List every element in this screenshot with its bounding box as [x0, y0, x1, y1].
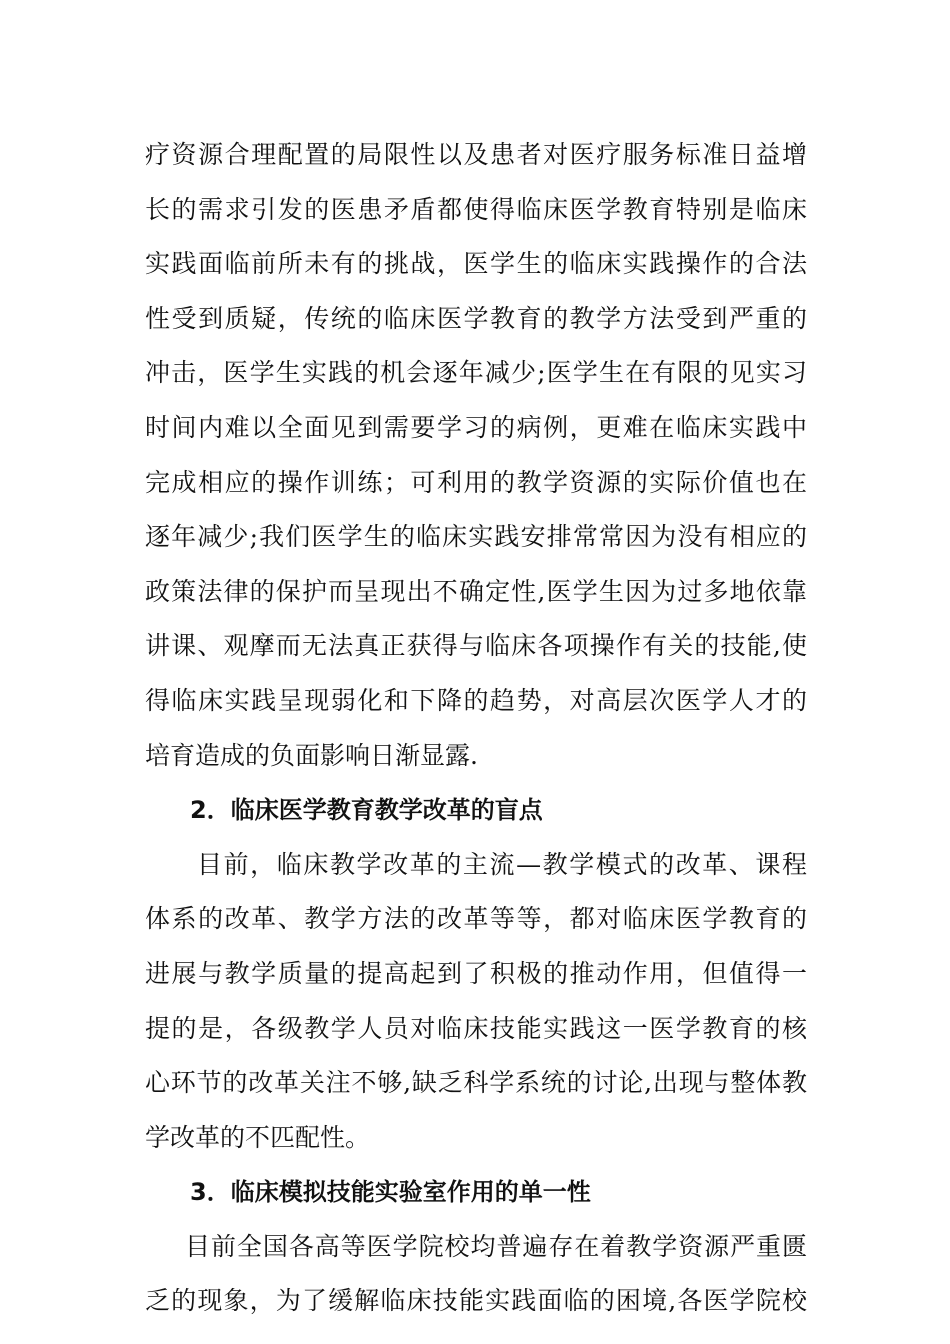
paragraph-line: 目前，临床教学改革的主流—教学模式的改革、课程 — [197, 849, 807, 879]
paragraph-line: 疗资源合理配置的局限性以及患者对医疗服务标准日益增 — [145, 140, 807, 169]
paragraph-line: 长的需求引发的医患矛盾都使得临床医学教育特别是临床 — [145, 194, 807, 224]
paragraph-line: 实践面临前所未有的挑战，医学生的临床实践操作的合法 — [145, 249, 807, 279]
document-body — [145, 128, 807, 1329]
paragraph-2 — [145, 838, 807, 1166]
paragraph-line: 逐年减少;我们医学生的临床实践安排常常因为没有相应的 — [145, 522, 807, 552]
paragraph-line: 进展与教学质量的提高起到了积极的推动作用，但值得一 — [145, 958, 807, 988]
paragraph-line: 提的是，各级教学人员对临床技能实践这一医学教育的核 — [145, 1013, 807, 1043]
paragraph-line: 培育造成的负面影响日渐显露. — [145, 740, 478, 770]
paragraph-line: 讲课、观摩而无法真正获得与临床各项操作有关的技能,使 — [145, 631, 807, 661]
paragraph-line: 冲击，医学生实践的机会逐年减少;医学生在有限的见实习 — [145, 358, 807, 388]
paragraph-line: 心环节的改革关注不够,缺乏科学系统的讨论,出现与整体教 — [145, 1068, 807, 1098]
paragraph-line: 学改革的不匹配性。 — [145, 1122, 371, 1152]
paragraph-line: 完成相应的操作训练；可利用的教学资源的实际价值也在 — [145, 467, 807, 497]
paragraph-line: 体系的改革、教学方法的改革等等，都对临床医学教育的 — [145, 904, 807, 934]
paragraph-3 — [145, 1220, 807, 1329]
section-heading-2: 2．临床医学教育教学改革的盲点 — [190, 796, 543, 825]
section-heading-3: 3．临床模拟技能实验室作用的单一性 — [190, 1178, 591, 1207]
paragraph-line: 时间内难以全面见到需要学习的病例，更难在临床实践中 — [145, 412, 807, 442]
paragraph-line: 乏的现象，为了缓解临床技能实践面临的困境,各医学院校 — [145, 1286, 807, 1316]
paragraph-line: 性受到质疑，传统的临床医学教育的教学方法受到严重的 — [145, 303, 807, 333]
paragraph-line: 政策法律的保护而呈现出不确定性,医学生因为过多地依靠 — [145, 576, 807, 606]
paragraph-1 — [145, 128, 807, 783]
paragraph-line: 目前全国各高等医学院校均普遍存在着教学资源严重匮 — [185, 1231, 807, 1261]
paragraph-line: 得临床实践呈现弱化和下降的趋势，对高层次医学人才的 — [145, 685, 807, 715]
